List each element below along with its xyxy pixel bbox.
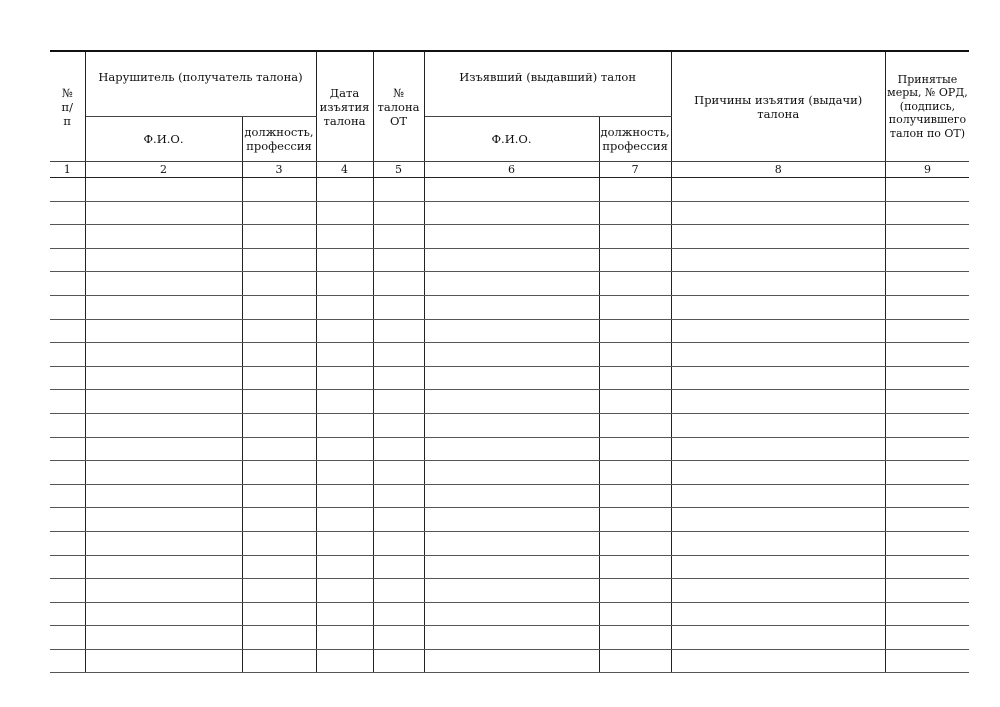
table-cell[interactable] bbox=[242, 343, 316, 367]
table-cell[interactable] bbox=[242, 461, 316, 485]
table-cell[interactable] bbox=[50, 461, 85, 485]
table-cell[interactable] bbox=[85, 390, 242, 414]
table-cell[interactable] bbox=[316, 437, 373, 461]
header-withdrawal-date: Дата изъятия талона bbox=[316, 51, 373, 162]
table-cell[interactable] bbox=[50, 579, 85, 603]
table-cell[interactable] bbox=[671, 437, 885, 461]
table-cell[interactable] bbox=[242, 508, 316, 532]
table-cell[interactable] bbox=[242, 319, 316, 343]
table-cell[interactable] bbox=[885, 295, 969, 319]
table-cell[interactable] bbox=[242, 201, 316, 225]
table-cell[interactable] bbox=[373, 319, 424, 343]
table-cell[interactable] bbox=[424, 508, 599, 532]
table-cell[interactable] bbox=[316, 178, 373, 202]
table-cell[interactable] bbox=[671, 555, 885, 579]
column-number: 5 bbox=[373, 162, 424, 178]
table-cell[interactable] bbox=[671, 272, 885, 296]
table-cell[interactable] bbox=[373, 201, 424, 225]
table-cell[interactable] bbox=[599, 201, 671, 225]
table-cell[interactable] bbox=[242, 579, 316, 603]
table-cell[interactable] bbox=[885, 343, 969, 367]
header-violator-position: должность, профессия bbox=[242, 117, 316, 162]
table-cell[interactable] bbox=[242, 295, 316, 319]
table-cell[interactable] bbox=[316, 295, 373, 319]
table-cell[interactable] bbox=[316, 555, 373, 579]
table-row bbox=[50, 413, 969, 437]
table-row bbox=[50, 343, 969, 367]
table-cell[interactable] bbox=[599, 390, 671, 414]
table-cell[interactable] bbox=[373, 626, 424, 650]
table-cell[interactable] bbox=[50, 225, 85, 249]
table-cell[interactable] bbox=[671, 248, 885, 272]
table-cell[interactable] bbox=[671, 390, 885, 414]
table-cell[interactable] bbox=[50, 295, 85, 319]
table-cell[interactable] bbox=[424, 390, 599, 414]
table-cell[interactable] bbox=[50, 272, 85, 296]
table-cell[interactable] bbox=[316, 626, 373, 650]
table-cell[interactable] bbox=[316, 201, 373, 225]
table-cell[interactable] bbox=[85, 366, 242, 390]
table-cell[interactable] bbox=[599, 626, 671, 650]
table-cell[interactable] bbox=[885, 579, 969, 603]
header-violator: Нарушитель (получатель талона) bbox=[85, 51, 316, 117]
table-cell[interactable] bbox=[671, 649, 885, 673]
table-cell[interactable] bbox=[885, 225, 969, 249]
table-row bbox=[50, 319, 969, 343]
table-cell[interactable] bbox=[50, 437, 85, 461]
table-cell[interactable] bbox=[242, 649, 316, 673]
table-cell[interactable] bbox=[373, 413, 424, 437]
table-cell[interactable] bbox=[373, 484, 424, 508]
table-row bbox=[50, 366, 969, 390]
column-number: 3 bbox=[242, 162, 316, 178]
table-cell[interactable] bbox=[424, 201, 599, 225]
table-cell[interactable] bbox=[424, 225, 599, 249]
table-cell[interactable] bbox=[85, 461, 242, 485]
table-cell[interactable] bbox=[50, 319, 85, 343]
table-cell[interactable] bbox=[671, 201, 885, 225]
table-cell[interactable] bbox=[316, 366, 373, 390]
table-cell[interactable] bbox=[424, 413, 599, 437]
table-cell[interactable] bbox=[50, 626, 85, 650]
table-cell[interactable] bbox=[671, 531, 885, 555]
header-issuer-name: Ф.И.О. bbox=[424, 117, 599, 162]
table-cell[interactable] bbox=[671, 319, 885, 343]
table-cell[interactable] bbox=[85, 555, 242, 579]
table-cell[interactable] bbox=[242, 178, 316, 202]
table-cell[interactable] bbox=[599, 319, 671, 343]
table-cell[interactable] bbox=[50, 484, 85, 508]
table-cell[interactable] bbox=[599, 413, 671, 437]
table-cell[interactable] bbox=[599, 531, 671, 555]
table-cell[interactable] bbox=[424, 295, 599, 319]
table-cell[interactable] bbox=[85, 343, 242, 367]
table-cell[interactable] bbox=[85, 484, 242, 508]
table-cell[interactable] bbox=[373, 461, 424, 485]
table-cell[interactable] bbox=[424, 366, 599, 390]
table-cell[interactable] bbox=[242, 484, 316, 508]
table-cell[interactable] bbox=[424, 248, 599, 272]
table-cell[interactable] bbox=[373, 508, 424, 532]
header-issuer: Изъявший (выдавший) талон bbox=[424, 51, 671, 117]
header-reasons: Причины изъятия (выдачи) талона bbox=[671, 51, 885, 162]
table-cell[interactable] bbox=[599, 555, 671, 579]
table-cell[interactable] bbox=[316, 508, 373, 532]
header-coupon-number: № талона ОТ bbox=[373, 51, 424, 162]
table-cell[interactable] bbox=[316, 649, 373, 673]
table-cell[interactable] bbox=[316, 319, 373, 343]
table-cell[interactable] bbox=[599, 295, 671, 319]
table-cell[interactable] bbox=[424, 343, 599, 367]
table-cell[interactable] bbox=[85, 531, 242, 555]
table-cell[interactable] bbox=[242, 626, 316, 650]
table-cell[interactable] bbox=[316, 461, 373, 485]
table-cell[interactable] bbox=[242, 602, 316, 626]
table-cell[interactable] bbox=[373, 602, 424, 626]
table-cell[interactable] bbox=[50, 343, 85, 367]
table-cell[interactable] bbox=[671, 461, 885, 485]
table-row bbox=[50, 201, 969, 225]
table-row bbox=[50, 295, 969, 319]
table-cell[interactable] bbox=[373, 649, 424, 673]
header-row-number: № п/п bbox=[50, 51, 85, 162]
table-cell[interactable] bbox=[885, 366, 969, 390]
table-row bbox=[50, 531, 969, 555]
table-cell[interactable] bbox=[885, 531, 969, 555]
table-cell[interactable] bbox=[599, 225, 671, 249]
log-entries bbox=[50, 178, 969, 673]
table-cell[interactable] bbox=[316, 343, 373, 367]
table-cell[interactable] bbox=[50, 390, 85, 414]
table-row bbox=[50, 602, 969, 626]
table-cell[interactable] bbox=[85, 272, 242, 296]
table-cell[interactable] bbox=[671, 413, 885, 437]
table-row bbox=[50, 579, 969, 603]
table-cell[interactable] bbox=[85, 626, 242, 650]
table-cell[interactable] bbox=[671, 508, 885, 532]
table-cell[interactable] bbox=[85, 649, 242, 673]
table-cell[interactable] bbox=[316, 225, 373, 249]
table-cell[interactable] bbox=[373, 225, 424, 249]
table-cell[interactable] bbox=[85, 178, 242, 202]
table-cell[interactable] bbox=[316, 602, 373, 626]
table-cell[interactable] bbox=[50, 602, 85, 626]
table-cell[interactable] bbox=[424, 272, 599, 296]
table-cell[interactable] bbox=[671, 579, 885, 603]
table-cell[interactable] bbox=[242, 437, 316, 461]
table-cell[interactable] bbox=[50, 413, 85, 437]
table-cell[interactable] bbox=[885, 626, 969, 650]
header-measures: Принятые меры, № ОРД, (подпись, получившего талон по ОТ) bbox=[885, 51, 969, 162]
table-cell[interactable] bbox=[242, 531, 316, 555]
table-cell[interactable] bbox=[373, 366, 424, 390]
table-cell[interactable] bbox=[424, 555, 599, 579]
table-cell[interactable] bbox=[373, 272, 424, 296]
column-number: 6 bbox=[424, 162, 599, 178]
table-cell[interactable] bbox=[424, 319, 599, 343]
table-cell[interactable] bbox=[85, 225, 242, 249]
table-cell[interactable] bbox=[599, 461, 671, 485]
table-row bbox=[50, 437, 969, 461]
table-cell[interactable] bbox=[599, 343, 671, 367]
table-cell[interactable] bbox=[85, 579, 242, 603]
table-cell[interactable] bbox=[316, 413, 373, 437]
table-cell[interactable] bbox=[85, 248, 242, 272]
table-cell[interactable] bbox=[599, 649, 671, 673]
table-cell[interactable] bbox=[885, 319, 969, 343]
table-row bbox=[50, 649, 969, 673]
column-number: 7 bbox=[599, 162, 671, 178]
table-cell[interactable] bbox=[671, 178, 885, 202]
table-cell[interactable] bbox=[424, 626, 599, 650]
table-cell[interactable] bbox=[85, 602, 242, 626]
table-cell[interactable] bbox=[316, 272, 373, 296]
table-cell[interactable] bbox=[50, 248, 85, 272]
table-cell[interactable] bbox=[885, 484, 969, 508]
table-cell[interactable] bbox=[885, 508, 969, 532]
table-cell[interactable] bbox=[424, 461, 599, 485]
table-cell[interactable] bbox=[599, 437, 671, 461]
table-cell[interactable] bbox=[885, 461, 969, 485]
header-violator-name: Ф.И.О. bbox=[85, 117, 242, 162]
column-number: 8 bbox=[671, 162, 885, 178]
table-cell[interactable] bbox=[50, 649, 85, 673]
table-cell[interactable] bbox=[85, 319, 242, 343]
table-cell[interactable] bbox=[242, 413, 316, 437]
table-cell[interactable] bbox=[424, 437, 599, 461]
table-cell[interactable] bbox=[316, 248, 373, 272]
table-cell[interactable] bbox=[599, 366, 671, 390]
table-cell[interactable] bbox=[373, 579, 424, 603]
table-cell[interactable] bbox=[885, 413, 969, 437]
table-cell[interactable] bbox=[599, 484, 671, 508]
table-cell[interactable] bbox=[316, 390, 373, 414]
withdrawal-log-table bbox=[50, 50, 969, 673]
table-cell[interactable] bbox=[599, 178, 671, 202]
table-cell[interactable] bbox=[85, 508, 242, 532]
column-number: 9 bbox=[885, 162, 969, 178]
table-cell[interactable] bbox=[885, 437, 969, 461]
table-cell[interactable] bbox=[373, 555, 424, 579]
table-row bbox=[50, 248, 969, 272]
table-cell[interactable] bbox=[85, 295, 242, 319]
table-cell[interactable] bbox=[50, 531, 85, 555]
table-cell[interactable] bbox=[316, 579, 373, 603]
table-row bbox=[50, 626, 969, 650]
table-cell[interactable] bbox=[599, 508, 671, 532]
table-cell[interactable] bbox=[316, 531, 373, 555]
table-cell[interactable] bbox=[671, 602, 885, 626]
table-cell[interactable] bbox=[885, 248, 969, 272]
table-cell[interactable] bbox=[671, 343, 885, 367]
table-row bbox=[50, 484, 969, 508]
column-number: 4 bbox=[316, 162, 373, 178]
table-row bbox=[50, 390, 969, 414]
header-issuer-position: должность, профессия bbox=[599, 117, 671, 162]
table-cell[interactable] bbox=[424, 178, 599, 202]
table-cell[interactable] bbox=[373, 531, 424, 555]
table-row bbox=[50, 272, 969, 296]
table-cell[interactable] bbox=[671, 295, 885, 319]
table-cell[interactable] bbox=[373, 295, 424, 319]
table-cell[interactable] bbox=[885, 201, 969, 225]
table-cell[interactable] bbox=[85, 201, 242, 225]
table-cell[interactable] bbox=[373, 178, 424, 202]
column-number: 1 bbox=[50, 162, 85, 178]
table-row bbox=[50, 555, 969, 579]
table-cell[interactable] bbox=[242, 225, 316, 249]
table-row bbox=[50, 461, 969, 485]
table-cell[interactable] bbox=[885, 602, 969, 626]
table-cell[interactable] bbox=[885, 390, 969, 414]
table-cell[interactable] bbox=[85, 437, 242, 461]
table-cell[interactable] bbox=[885, 555, 969, 579]
table-cell[interactable] bbox=[671, 484, 885, 508]
table-cell[interactable] bbox=[242, 248, 316, 272]
table-cell[interactable] bbox=[424, 531, 599, 555]
table-cell[interactable] bbox=[599, 272, 671, 296]
table-cell[interactable] bbox=[599, 602, 671, 626]
table-row bbox=[50, 178, 969, 202]
table-cell[interactable] bbox=[599, 248, 671, 272]
table-cell[interactable] bbox=[50, 508, 85, 532]
table-cell[interactable] bbox=[242, 555, 316, 579]
table-cell[interactable] bbox=[85, 413, 242, 437]
table-cell[interactable] bbox=[885, 178, 969, 202]
table-cell[interactable] bbox=[373, 437, 424, 461]
table-cell[interactable] bbox=[316, 484, 373, 508]
table-cell[interactable] bbox=[599, 579, 671, 603]
column-number: 2 bbox=[85, 162, 242, 178]
table-cell[interactable] bbox=[50, 201, 85, 225]
table-cell[interactable] bbox=[424, 579, 599, 603]
table-cell[interactable] bbox=[424, 484, 599, 508]
table-cell[interactable] bbox=[671, 626, 885, 650]
table-cell[interactable] bbox=[242, 272, 316, 296]
table-row bbox=[50, 225, 969, 249]
table-cell[interactable] bbox=[671, 225, 885, 249]
table-cell[interactable] bbox=[885, 272, 969, 296]
table-cell[interactable] bbox=[50, 366, 85, 390]
table-cell[interactable] bbox=[50, 555, 85, 579]
table-cell[interactable] bbox=[373, 390, 424, 414]
table-cell[interactable] bbox=[885, 649, 969, 673]
table-cell[interactable] bbox=[671, 366, 885, 390]
table-cell[interactable] bbox=[373, 343, 424, 367]
table-cell[interactable] bbox=[424, 602, 599, 626]
table-cell[interactable] bbox=[50, 178, 85, 202]
table-cell[interactable] bbox=[242, 366, 316, 390]
table-cell[interactable] bbox=[424, 649, 599, 673]
table-row bbox=[50, 508, 969, 532]
table-cell[interactable] bbox=[373, 248, 424, 272]
table-cell[interactable] bbox=[242, 390, 316, 414]
